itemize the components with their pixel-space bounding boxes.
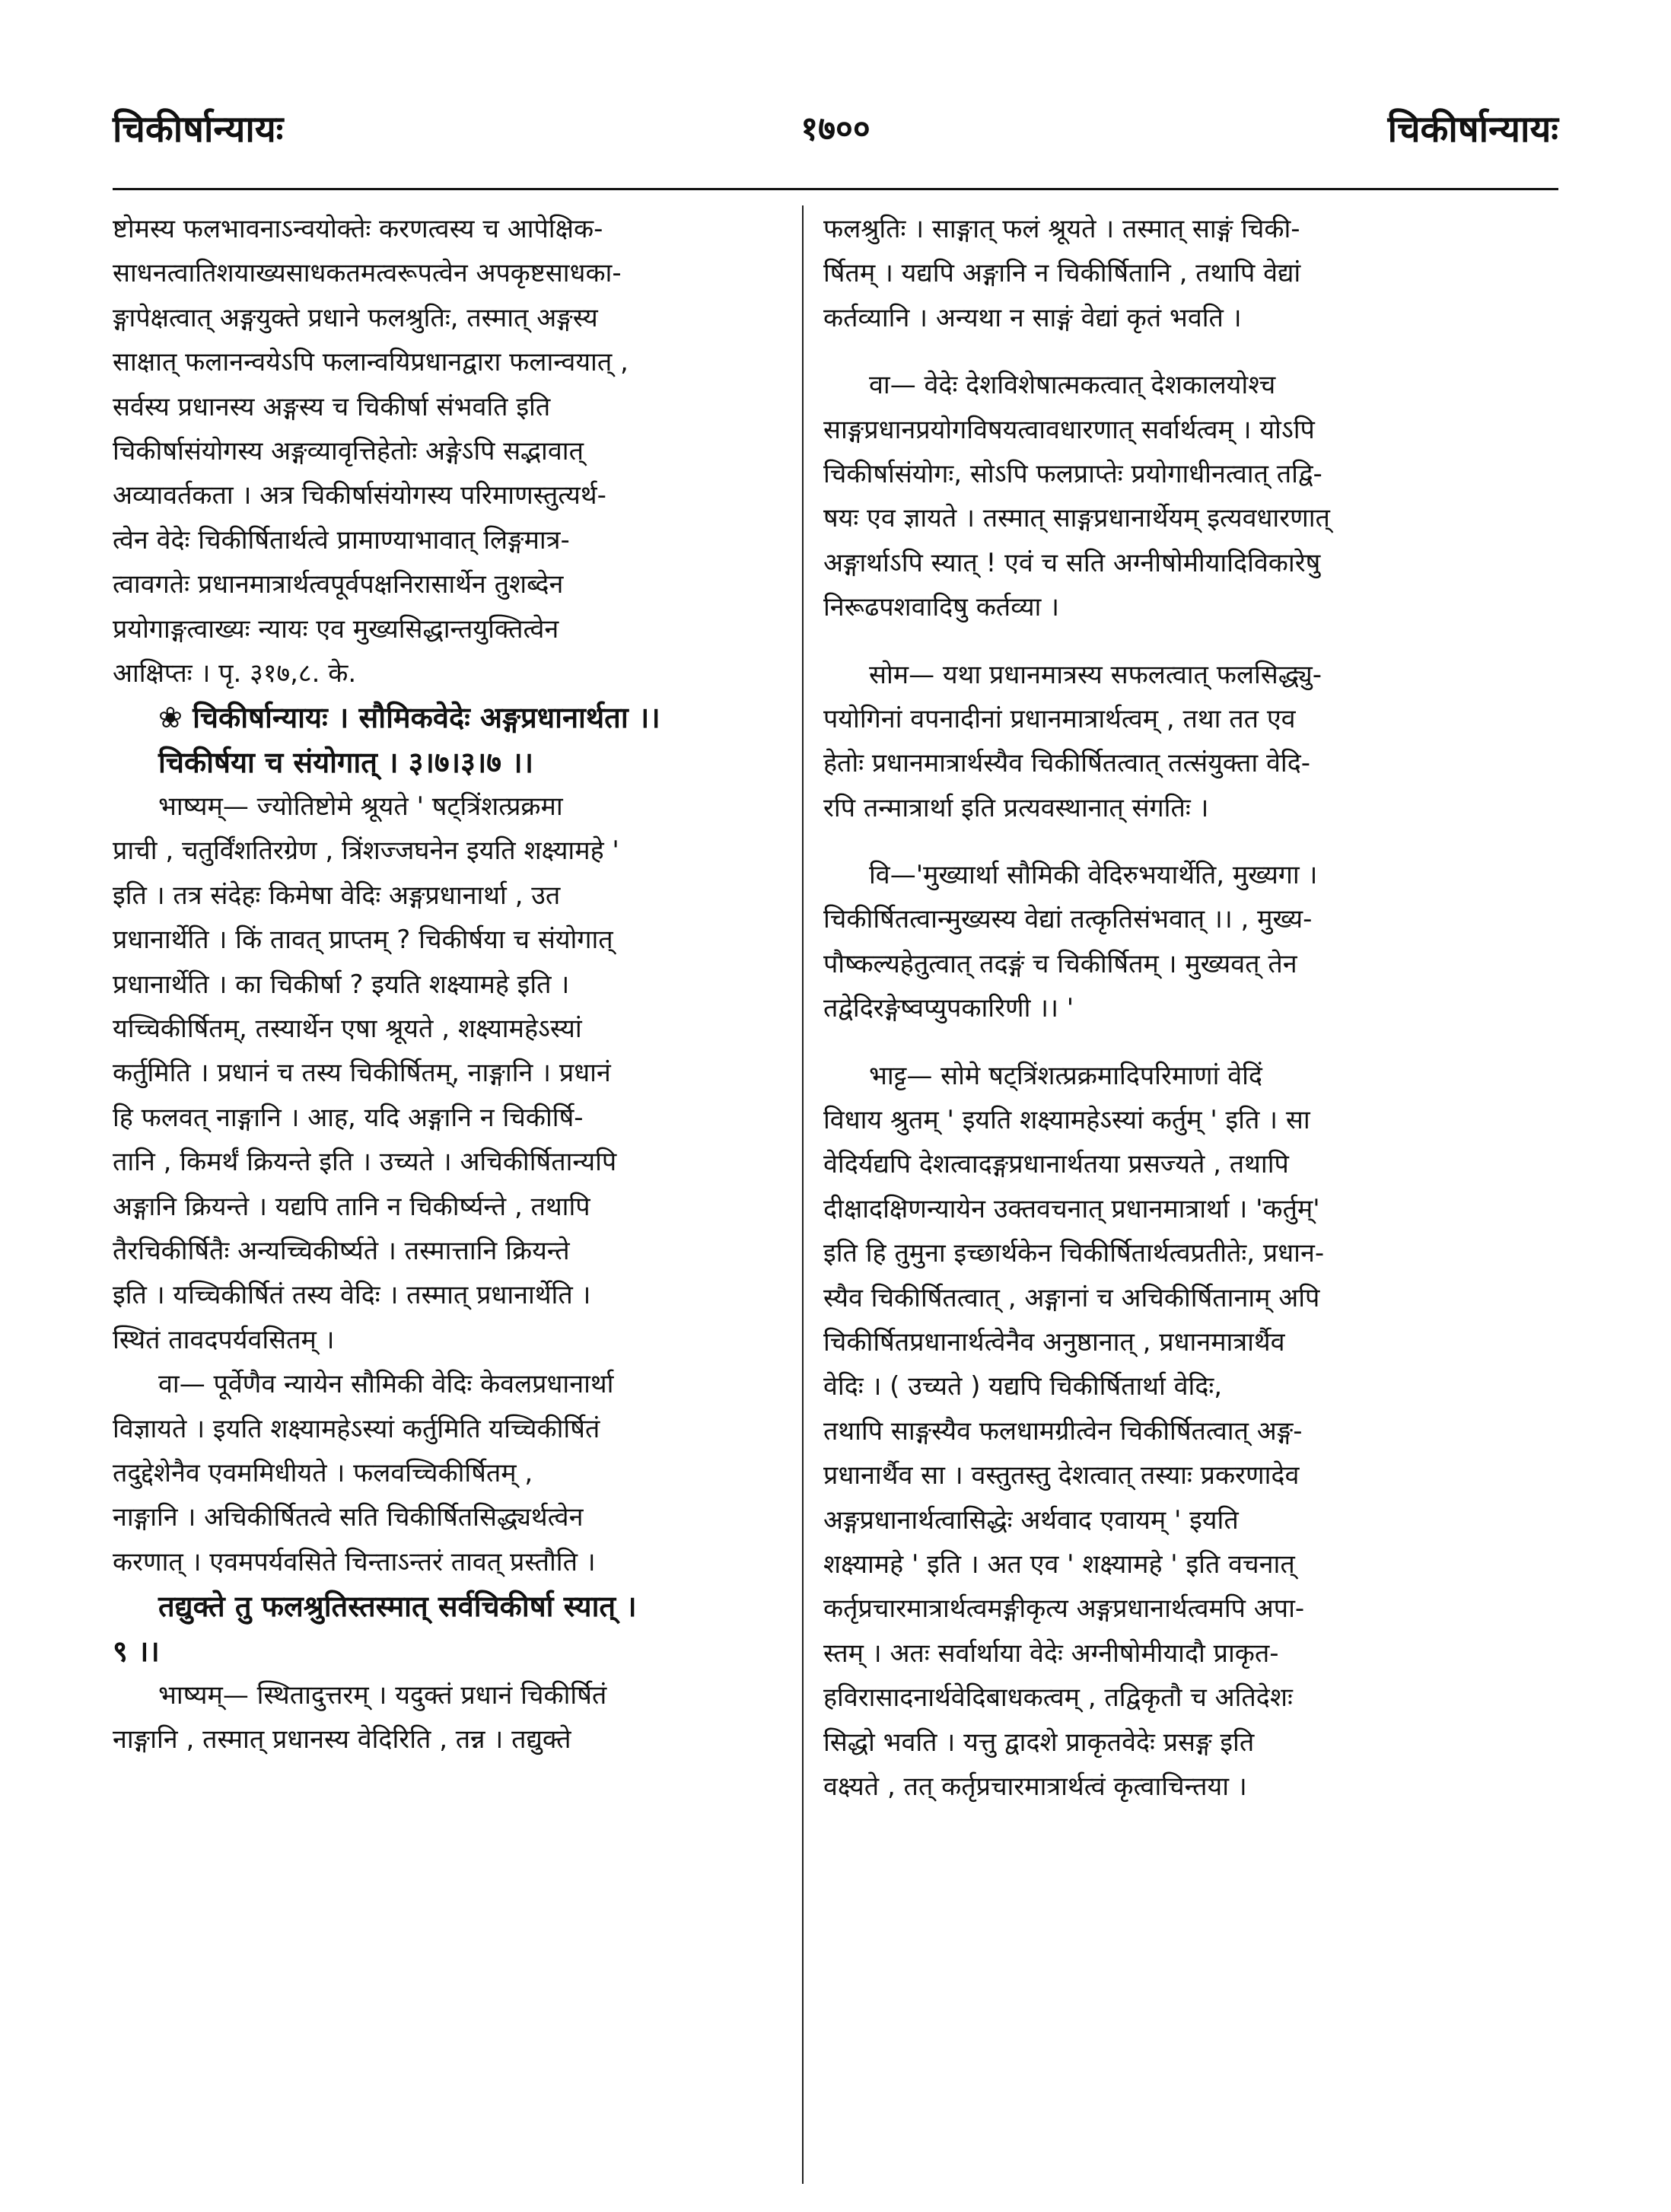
- sutra-line: तद्युक्ते तु फलश्रुतिस्तस्मात् सर्वचिकीर्षा स्यात् ।: [158, 1590, 637, 1624]
- text-line: षयः एव ज्ञायते । तस्मात् साङ्गप्रधानार्थेयम् इत्यवधारणात्: [823, 503, 1330, 534]
- text-line: वि—'मुख्यार्था सौमिकी वेदिरुभयार्थेति, मुख्यगा ।: [869, 860, 1318, 891]
- page-number: १७००: [800, 110, 871, 148]
- header-rule: [113, 188, 1558, 190]
- text-line: फलश्रुतिः । साङ्गात् फलं श्रूयते । तस्मात् साङ्गं चिकी-: [823, 214, 1300, 244]
- text-line: प्रयोगाङ्गत्वाख्यः न्यायः एव मुख्यसिद्धान्तयुक्तित्वेन: [113, 613, 559, 645]
- text-line: भाष्यम्— स्थितादुत्तरम् । यदुक्तं प्रधानं चिकीर्षितं: [158, 1679, 607, 1711]
- right-column: [823, 207, 1531, 1809]
- text-line: भाट्ट— सोमे षट्त्रिंशत्प्रक्रमादिपरिमाणां वेदिं: [869, 1060, 1262, 1091]
- text-line: साधनत्वातिशयाख्यसाधकतमत्वरूपत्वेन अपकृष्टसाधका-: [113, 258, 622, 289]
- text-line: चिकीर्षितत्वान्मुख्यस्य वेद्यां तत्कृतिसंभवात् ।। , मुख्य-: [823, 904, 1313, 935]
- text-line: कर्तुमिति । प्रधानं च तस्य चिकीर्षितम्, नाङ्गानि । प्रधानं: [113, 1058, 611, 1089]
- sutra-line: चिकीर्षया च संयोगात् । ३।७।३।७ ।।: [158, 745, 534, 779]
- text-line: ङ्गापेक्षत्वात् अङ्गयुक्ते प्रधाने फलश्रुतिः, तस्मात् अङ्गस्य: [113, 302, 598, 333]
- paragraph-gap: [823, 630, 1531, 653]
- text-line: तैरचिकीर्षितैः अन्यच्चिकीर्ष्यते । तस्मात्तानि क्रियन्ते: [113, 1235, 570, 1266]
- text-line: अङ्गप्रधानार्थत्वासिद्धेः अर्थवाद एवायम् ' इयति: [823, 1504, 1239, 1536]
- text-line: वा— पूर्वेणैव न्यायेन सौमिकी वेदिः केवलप्रधानार्था: [158, 1369, 614, 1400]
- text-line: इति । तत्र संदेहः किमेषा वेदिः अङ्गप्रधानार्था , उत: [113, 880, 561, 911]
- section-heading: ❀ चिकीर्षान्यायः । सौमिकवेदेः अङ्गप्रधानार्थता ।।: [158, 701, 660, 735]
- text-line: साङ्गप्रधानप्रयोगविषयत्वावधारणात् सर्वार्थत्वम् । योऽपि: [823, 414, 1315, 445]
- text-line: तद्वेदिरङ्गेष्वप्युपकारिणी ।। ': [823, 993, 1074, 1024]
- text-line: वेदिर्यद्यपि देशत्वादङ्गप्रधानार्थतया प्रसज्यते , तथापि: [823, 1149, 1289, 1180]
- sutra-line: ९ ।।: [113, 1634, 160, 1668]
- text-line: अङ्गानि क्रियन्ते । यद्यपि तानि न चिकीर्ष्यन्ते , तथापि: [113, 1191, 590, 1222]
- text-line: चिकीर्षासंयोगः, सोऽपि फलप्राप्तेः प्रयोगाधीनत्वात् तद्वि-: [823, 458, 1322, 489]
- text-line: दीक्षादक्षिणन्यायेन उक्तवचनात् प्रधानमात्रार्था । 'कर्तुम्': [823, 1193, 1320, 1224]
- running-title-left: चिकीर्षान्यायः: [113, 108, 284, 151]
- text-line: पयोगिनां वपनादीनां प्रधानमात्रार्थत्वम् , तथा तत एव: [823, 703, 1296, 734]
- text-line: पौष्कल्यहेतुत्वात् तदङ्गं च चिकीर्षितम् । मुख्यवत् तेन: [823, 948, 1297, 979]
- text-line: साक्षात् फलानन्वयेऽपि फलान्वयिप्रधानद्वारा फलान्वयात् ,: [113, 347, 629, 378]
- text-line: विधाय श्रुतम् ' इयति शक्ष्यामहेऽस्यां कर्तुम् ' इति । सा: [823, 1105, 1310, 1136]
- text-line: यच्चिकीर्षितम्, तस्यार्थेन एषा श्रूयते , शक्ष्यामहेऽस्यां: [113, 1014, 582, 1045]
- text-line: हि फलवत् नाङ्गानि । आह, यदि अङ्गानि न चिकीर्षि-: [113, 1102, 584, 1133]
- text-line: आक्षिप्तः । पृ. ३१७,८. के.: [113, 657, 357, 689]
- text-line: नाङ्गानि । अचिकीर्षितत्वे सति चिकीर्षितसिद्ध्यर्थत्वेन: [113, 1502, 584, 1533]
- text-line: तानि , किमर्थं क्रियन्ते इति । उच्यते । अचिकीर्षितान्यपि: [113, 1147, 617, 1178]
- text-line: इति हि तुमुना इच्छार्थकेन चिकीर्षितार्थत्वप्रतीतेः, प्रधान-: [823, 1238, 1325, 1269]
- text-line: रपि तन्मात्रार्था इति प्रत्यवस्थानात् संगतिः ।: [823, 792, 1209, 823]
- text-line: विज्ञायते । इयति शक्ष्यामहेऽस्यां कर्तुमिति यच्चिकीर्षितं: [113, 1413, 600, 1444]
- text-line: सिद्धो भवति । यत्तु द्वादशे प्राकृतवेदेः प्रसङ्ग इति: [823, 1727, 1255, 1758]
- text-line: शक्ष्यामहे ' इति । अत एव ' शक्ष्यामहे ' इति वचनात्: [823, 1548, 1295, 1580]
- text-line: प्रधानार्थैव सा । वस्तुतस्तु देशत्वात् तस्याः प्रकरणादेव: [823, 1460, 1300, 1491]
- text-line: अङ्गार्थाऽपि स्यात् ! एवं च सति अग्नीषोमीयादिविकारेषु: [823, 547, 1321, 578]
- text-line: वक्ष्यते , तत् कर्तृप्रचारमात्रार्थत्वं कृत्वाचिन्तया ।: [823, 1771, 1247, 1802]
- column-divider: [802, 205, 804, 2184]
- text-line: करणात् । एवमपर्यवसिते चिन्ताऽन्तरं तावत् प्रस्तौति ।: [113, 1546, 596, 1577]
- text-line: प्रधानार्थेति । किं तावत् प्राप्तम् ? चिकीर्षया च संयोगात्: [113, 925, 613, 956]
- text-line: त्वेन वेदेः चिकीर्षितार्थत्वे प्रामाण्याभावात् लिङ्गमात्र-: [113, 524, 570, 555]
- text-line: निरूढपशवादिषु कर्तव्या ।: [823, 592, 1060, 623]
- text-line: सर्वस्य प्रधानस्य अङ्गस्य च चिकीर्षा संभवति इति: [113, 391, 551, 422]
- text-line: वेदिः । ( उच्यते ) यद्यपि चिकीर्षितार्था वेदिः,: [823, 1371, 1223, 1402]
- text-line: अव्यावर्तकता । अत्र चिकीर्षासंयोगस्य परिमाणस्तुत्यर्थ-: [113, 480, 606, 511]
- text-line: प्राची , चतुर्विंशतिरग्रेण , त्रिंशज्जघनेन इयति शक्ष्यामहे ': [113, 835, 619, 867]
- text-line: चिकीर्षासंयोगस्य अङ्गव्यावृत्तिहेतोः अङ्गेऽपि सद्भावात्: [113, 435, 584, 466]
- text-line: तदुद्देशेनैव एवममिधीयते । फलवच्चिकीर्षितम् ,: [113, 1457, 533, 1488]
- running-title-right: चिकीर्षान्यायः: [1387, 108, 1558, 151]
- text-line: स्थितं तावदपर्यवसितम् ।: [113, 1324, 335, 1355]
- text-line: इति । यच्चिकीर्षितं तस्य वेदिः । तस्मात् प्रधानार्थेति ।: [113, 1280, 591, 1311]
- text-line: भाष्यम्— ज्योतिष्टोमे श्रूयते ' षट्त्रिंशत्प्रक्रमा: [158, 791, 563, 823]
- text-line: प्रधानार्थेति । का चिकीर्षा ? इयति शक्ष्यामहे इति ।: [113, 969, 570, 1000]
- text-line: स्तम् । अतः सर्वार्थाया वेदेः अग्नीषोमीयादौ प्राकृत-: [823, 1638, 1279, 1669]
- paragraph-gap: [823, 1031, 1531, 1054]
- text-line: नाङ्गानि , तस्मात् प्रधानस्य वेदिरिति , तन्न । तद्युक्ते: [113, 1724, 571, 1755]
- text-line: ष्टोमस्य फलभावनाऽन्वयोक्तेः करणत्वस्य च आपेक्षिक-: [113, 214, 603, 244]
- text-line: कर्तृप्रचारमात्रार्थत्वमङ्गीकृत्य अङ्गप्रधानार्थत्वमपि अपा-: [823, 1593, 1305, 1625]
- text-line: तथापि साङ्गस्यैव फलधामग्रीत्वेन चिकीर्षितत्वात् अङ्ग-: [823, 1415, 1303, 1447]
- text-line: हेतोः प्रधानमात्रार्थस्यैव चिकीर्षितत्वात् तत्संयुक्ता वेदि-: [823, 748, 1311, 779]
- text-line: र्षितम् । यद्यपि अङ्गानि न चिकीर्षितानि , तथापि वेद्यां: [823, 258, 1301, 289]
- text-line: वा— वेदेः देशविशेषात्मकत्वात् देशकालयोश्च: [869, 370, 1276, 401]
- left-column: [113, 207, 782, 1762]
- text-line: सोम— यथा प्रधानमात्रस्य सफलत्वात् फलसिद्ध्यु-: [869, 659, 1322, 690]
- text-line: कर्तव्यानि । अन्यथा न साङ्गं वेद्यां कृतं भवति ।: [823, 302, 1242, 333]
- text-line: हविरासादनार्थवेदिबाधकत्वम् , तद्विकृतौ च अतिदेशः: [823, 1682, 1293, 1714]
- text-line: स्यैव चिकीर्षितत्वात् , अङ्गानां च अचिकीर्षितानाम् अपि: [823, 1282, 1320, 1313]
- paragraph-gap: [823, 830, 1531, 853]
- text-line: त्वावगतेः प्रधानमात्रार्थत्वपूर्वपक्षनिरासार्थेन तुशब्देन: [113, 569, 564, 600]
- paragraph-gap: [823, 340, 1531, 363]
- text-line: चिकीर्षितप्रधानार्थत्वेनैव अनुष्ठानात् , प्रधानमात्रार्थैव: [823, 1326, 1285, 1357]
